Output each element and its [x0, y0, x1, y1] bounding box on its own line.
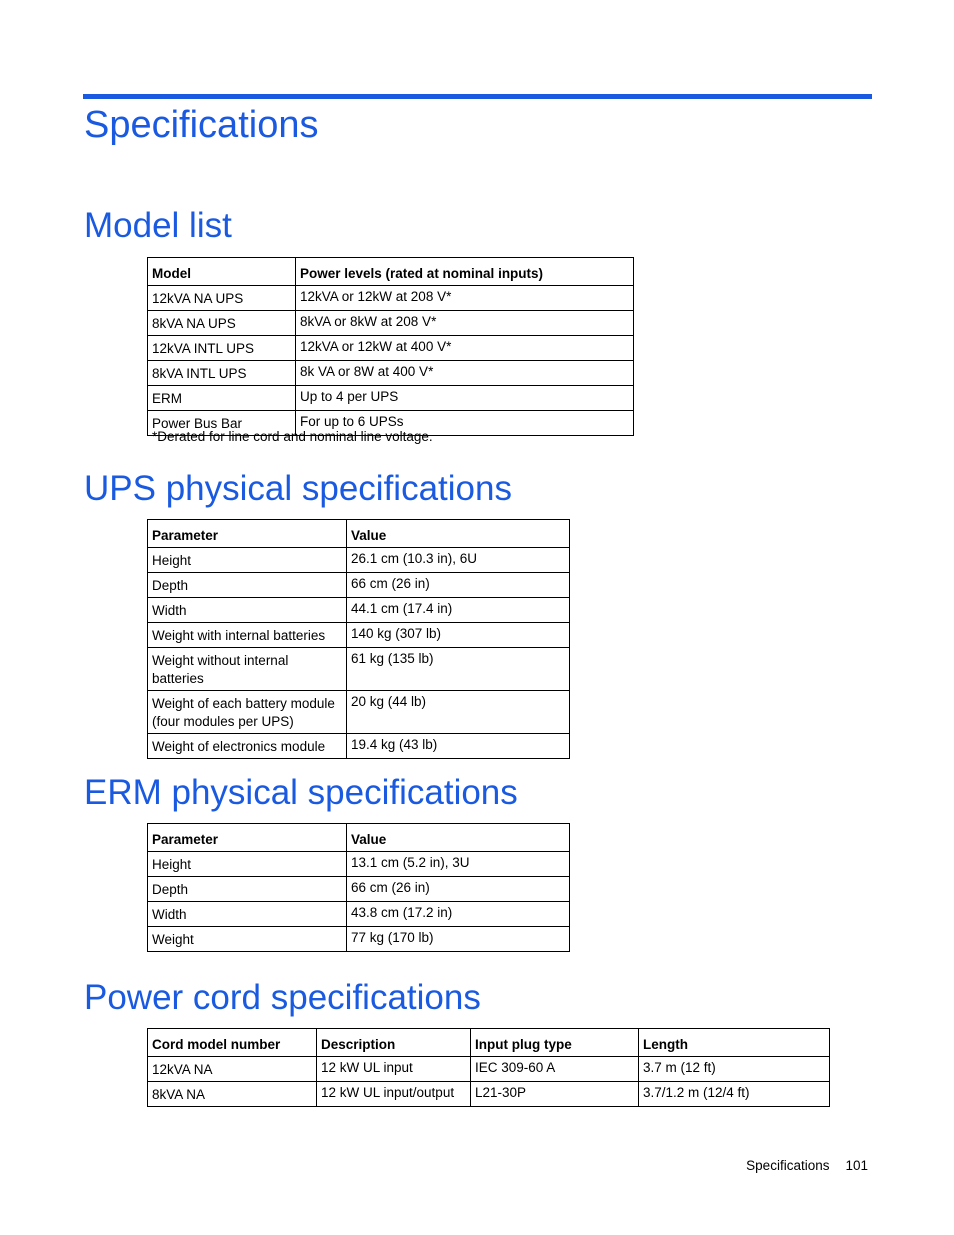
table-cell: 12kVA NA UPS	[148, 286, 296, 311]
table-row	[148, 361, 634, 386]
table-cell: 3.7 m (12 ft)	[639, 1057, 830, 1082]
table-row	[148, 927, 570, 952]
derating-note: *Derated for line cord and nominal line voltage.	[152, 429, 433, 444]
table-cell: 26.1 cm (10.3 in), 6U	[347, 548, 570, 573]
erm-physical-heading: ERM physical specifications	[84, 773, 518, 812]
table-row	[148, 902, 570, 927]
table-row	[148, 623, 570, 648]
model-list-table	[147, 257, 634, 436]
table-row	[148, 1057, 830, 1082]
table-row	[148, 691, 570, 734]
table-cell: 12kVA or 12kW at 400 V*	[296, 336, 634, 361]
column-header: Model	[148, 258, 296, 286]
page-title: Specifications	[84, 104, 319, 146]
table-row	[148, 386, 634, 411]
table-header-row	[148, 520, 570, 548]
column-header: Value	[347, 520, 570, 548]
table-cell: 61 kg (135 lb)	[347, 648, 570, 691]
table-cell: 12kVA or 12kW at 208 V*	[296, 286, 634, 311]
table-row	[148, 336, 634, 361]
table-row	[148, 877, 570, 902]
column-header: Value	[347, 824, 570, 852]
table-header-row	[148, 1029, 830, 1057]
table-cell: Width	[148, 598, 347, 623]
table-cell: 12kVA INTL UPS	[148, 336, 296, 361]
model-list-heading: Model list	[84, 206, 232, 245]
ups-physical-table	[147, 519, 570, 759]
table-row	[148, 573, 570, 598]
table-cell: For up to 6 UPSs	[296, 411, 634, 436]
footer-label: Specifications	[746, 1158, 830, 1173]
table-cell: 77 kg (170 lb)	[347, 927, 570, 952]
table-cell: Up to 4 per UPS	[296, 386, 634, 411]
table-cell: 12 kW UL input	[317, 1057, 471, 1082]
table-cell: ERM	[148, 386, 296, 411]
table-cell: Height	[148, 548, 347, 573]
ups-physical-heading: UPS physical specifications	[84, 469, 512, 508]
power-cord-heading: Power cord specifications	[84, 978, 481, 1017]
table-row	[148, 311, 634, 336]
column-header: Cord model number	[148, 1029, 317, 1057]
table-row	[148, 1082, 830, 1107]
column-header: Power levels (rated at nominal inputs)	[296, 258, 634, 286]
table-cell: 43.8 cm (17.2 in)	[347, 902, 570, 927]
table-cell: 19.4 kg (43 lb)	[347, 734, 570, 759]
table-cell: IEC 309-60 A	[471, 1057, 639, 1082]
table-cell: 8kVA or 8kW at 208 V*	[296, 311, 634, 336]
table-header-row	[148, 824, 570, 852]
table-cell: 20 kg (44 lb)	[347, 691, 570, 734]
table-cell: Weight	[148, 927, 347, 952]
table-cell: 44.1 cm (17.4 in)	[347, 598, 570, 623]
table-row	[148, 598, 570, 623]
table-cell: L21-30P	[471, 1082, 639, 1107]
table-cell: 12 kW UL input/output	[317, 1082, 471, 1107]
table-cell: Width	[148, 902, 347, 927]
table-cell: 8kVA NA UPS	[148, 311, 296, 336]
page-footer	[746, 1158, 868, 1173]
table-cell: 8k VA or 8W at 400 V*	[296, 361, 634, 386]
table-cell: Weight without internal batteries	[148, 648, 347, 691]
title-rule	[83, 94, 872, 99]
table-row	[148, 648, 570, 691]
table-row	[148, 734, 570, 759]
table-cell: 13.1 cm (5.2 in), 3U	[347, 852, 570, 877]
table-row	[148, 548, 570, 573]
table-cell: 140 kg (307 lb)	[347, 623, 570, 648]
table-cell: Weight with internal batteries	[148, 623, 347, 648]
table-cell: Depth	[148, 877, 347, 902]
table-cell: 66 cm (26 in)	[347, 877, 570, 902]
table-cell: 8kVA NA	[148, 1082, 317, 1107]
table-cell: Weight of electronics module	[148, 734, 347, 759]
column-header: Length	[639, 1029, 830, 1057]
column-header: Input plug type	[471, 1029, 639, 1057]
power-cord-table	[147, 1028, 830, 1107]
table-cell: 3.7/1.2 m (12/4 ft)	[639, 1082, 830, 1107]
column-header: Parameter	[148, 824, 347, 852]
table-cell: Height	[148, 852, 347, 877]
table-header-row	[148, 258, 634, 286]
column-header: Parameter	[148, 520, 347, 548]
table-cell: Weight of each battery module (four modules per UPS)	[148, 691, 347, 734]
page-number: 101	[845, 1158, 868, 1173]
column-header: Description	[317, 1029, 471, 1057]
table-cell: 12kVA NA	[148, 1057, 317, 1082]
table-cell: Depth	[148, 573, 347, 598]
erm-physical-table	[147, 823, 570, 952]
table-row	[148, 286, 634, 311]
table-cell: 8kVA INTL UPS	[148, 361, 296, 386]
table-cell: 66 cm (26 in)	[347, 573, 570, 598]
table-cell: Power Bus Bar	[148, 411, 296, 436]
table-row	[148, 852, 570, 877]
